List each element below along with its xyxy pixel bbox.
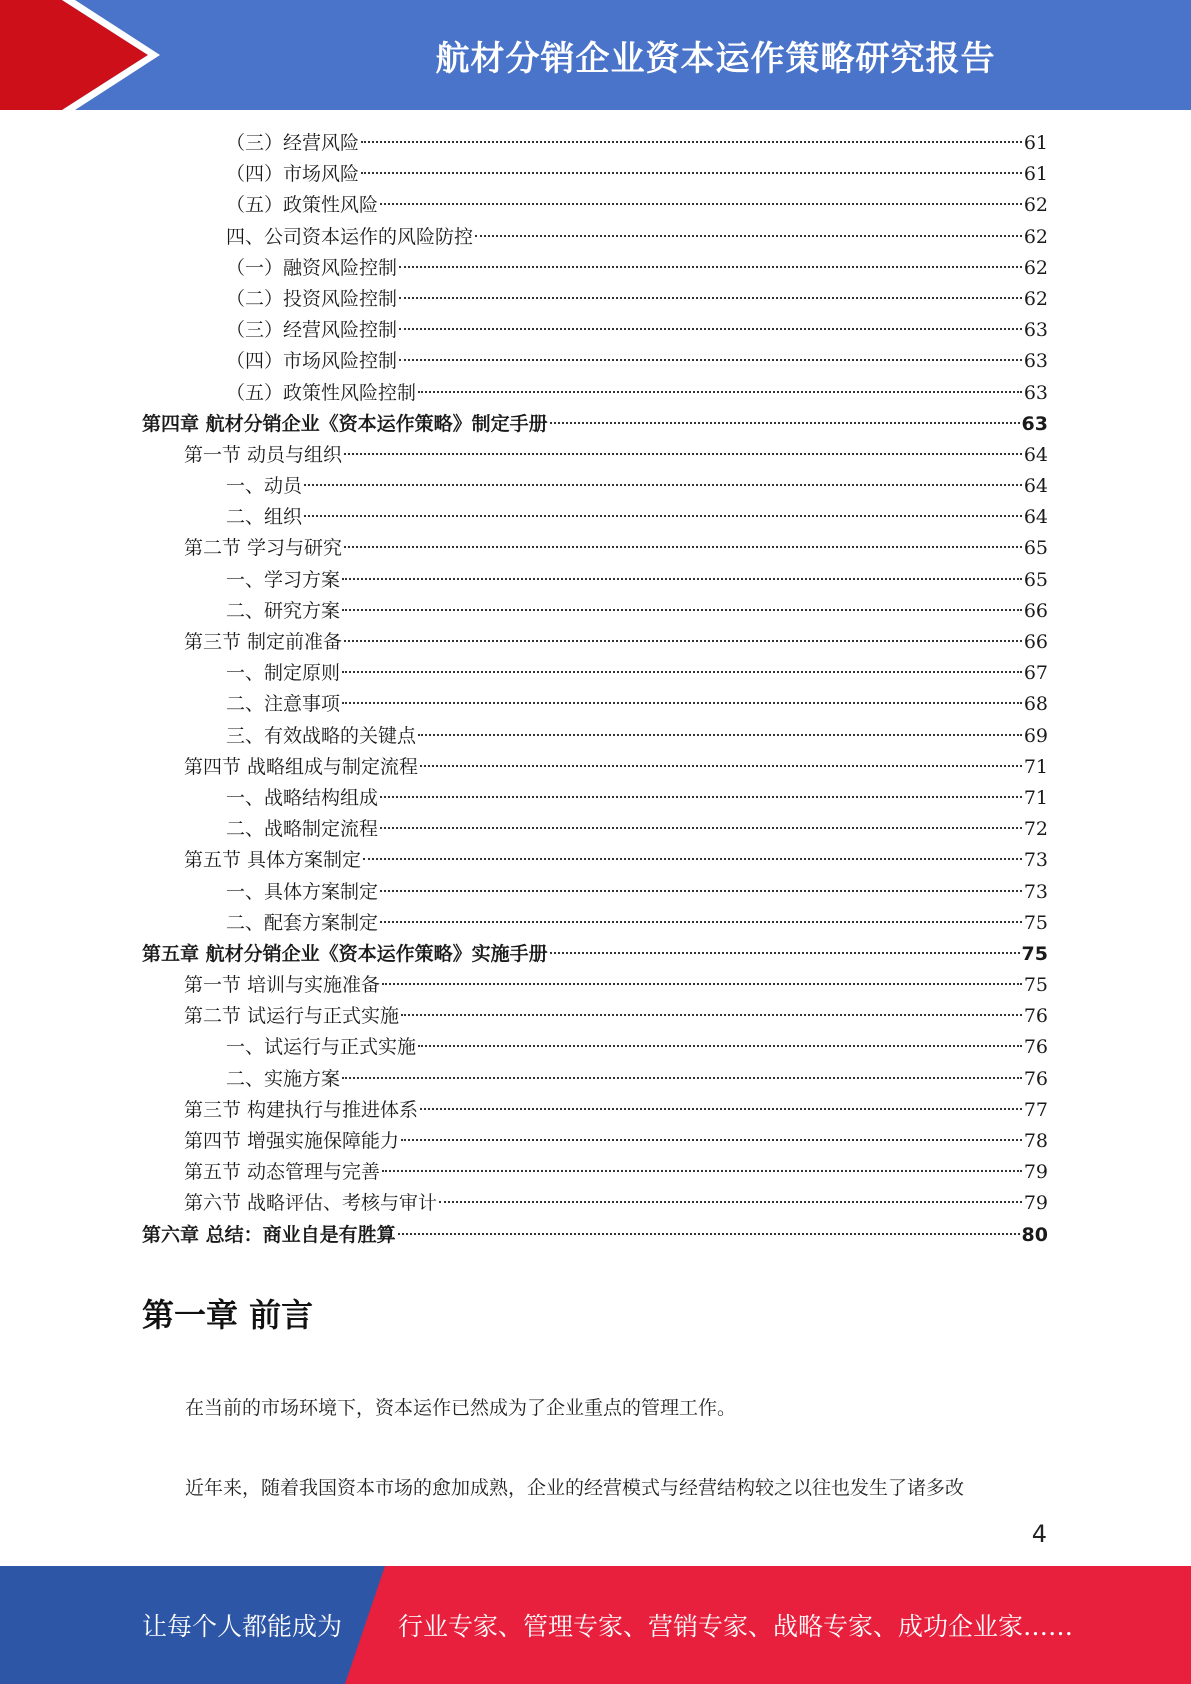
toc-leader-dots bbox=[361, 172, 1022, 174]
toc-entry-page: 64 bbox=[1023, 506, 1048, 529]
toc-entry-page: 69 bbox=[1023, 724, 1048, 747]
toc-entry[interactable] bbox=[142, 565, 1048, 596]
toc-entry-label: 第二节 学习与研究 bbox=[184, 537, 343, 560]
toc-leader-dots bbox=[342, 702, 1022, 704]
toc-leader-dots bbox=[399, 328, 1022, 330]
toc-entry-label: 二、实施方案 bbox=[226, 1067, 341, 1090]
toc-entry-page: 77 bbox=[1023, 1098, 1048, 1121]
toc-entry-page: 76 bbox=[1023, 1067, 1048, 1090]
table-of-contents bbox=[142, 128, 1048, 1251]
toc-entry-page: 62 bbox=[1023, 256, 1048, 279]
toc-leader-dots bbox=[439, 1201, 1022, 1203]
toc-leader-dots bbox=[342, 671, 1022, 673]
toc-entry-page: 78 bbox=[1023, 1130, 1048, 1152]
toc-entry-label: 一、动员 bbox=[226, 475, 303, 498]
toc-entry-label: 二、注意事项 bbox=[226, 693, 341, 716]
page-header bbox=[0, 0, 1191, 110]
toc-leader-dots bbox=[418, 391, 1022, 393]
toc-leader-dots bbox=[380, 796, 1022, 798]
toc-entry[interactable] bbox=[142, 502, 1048, 533]
toc-entry-label: 第六章 总结：商业自是有胜算 bbox=[142, 1223, 396, 1246]
chapter-heading: 第一章 前言 bbox=[142, 1296, 314, 1334]
toc-leader-dots bbox=[550, 952, 1020, 954]
toc-entry-label: 第四节 战略组成与制定流程 bbox=[184, 755, 419, 778]
toc-entry-page: 67 bbox=[1023, 662, 1048, 685]
toc-entry-label: 一、战略结构组成 bbox=[226, 786, 379, 809]
toc-leader-dots bbox=[399, 359, 1022, 361]
toc-leader-dots bbox=[344, 546, 1022, 548]
toc-entry-page: 61 bbox=[1023, 132, 1048, 154]
page-number: 4 bbox=[1031, 1520, 1047, 1548]
toc-entry[interactable] bbox=[142, 1220, 1048, 1251]
toc-entry-page: 75 bbox=[1023, 974, 1048, 997]
toc-entry[interactable] bbox=[142, 346, 1048, 377]
toc-entry-label: （四）市场风险控制 bbox=[226, 350, 398, 373]
toc-entry-label: 第一节 动员与组织 bbox=[184, 443, 343, 466]
toc-entry[interactable] bbox=[142, 783, 1048, 814]
toc-leader-dots bbox=[342, 1077, 1022, 1079]
toc-entry[interactable] bbox=[142, 128, 1048, 159]
toc-entry-page: 62 bbox=[1023, 194, 1048, 217]
toc-leader-dots bbox=[363, 858, 1022, 860]
toc-entry-page: 63 bbox=[1021, 412, 1048, 435]
toc-leader-dots bbox=[380, 921, 1022, 923]
toc-entry-page: 63 bbox=[1023, 319, 1048, 342]
toc-entry-page: 68 bbox=[1023, 693, 1048, 716]
toc-leader-dots bbox=[418, 734, 1022, 736]
toc-entry[interactable] bbox=[142, 378, 1048, 409]
toc-leader-dots bbox=[342, 609, 1022, 611]
toc-leader-dots bbox=[380, 827, 1022, 829]
toc-entry-label: 第五节 具体方案制定 bbox=[184, 849, 362, 872]
toc-entry-label: 第四章 航材分销企业《资本运作策略》制定手册 bbox=[142, 412, 548, 435]
toc-entry-label: 第三节 构建执行与推进体系 bbox=[184, 1098, 419, 1121]
toc-entry-label: 第三节 制定前准备 bbox=[184, 631, 343, 653]
toc-entry[interactable] bbox=[142, 596, 1048, 627]
toc-entry[interactable] bbox=[142, 939, 1048, 970]
toc-entry-label: （三）经营风险 bbox=[226, 132, 360, 154]
toc-leader-dots bbox=[401, 1139, 1022, 1141]
toc-entry-page: 76 bbox=[1023, 1036, 1048, 1059]
toc-leader-dots bbox=[418, 1045, 1022, 1047]
toc-entry-page: 80 bbox=[1021, 1223, 1048, 1246]
toc-entry-label: （五）政策性风险 bbox=[226, 194, 379, 217]
toc-leader-dots bbox=[475, 235, 1022, 237]
toc-entry[interactable] bbox=[142, 409, 1048, 440]
body-paragraph: 近年来，随着我国资本市场的愈加成熟，企业的经营模式与经营结构较之以往也发生了诸多改 bbox=[185, 1477, 965, 1499]
toc-leader-dots bbox=[382, 983, 1022, 985]
toc-leader-dots bbox=[550, 422, 1020, 424]
toc-entry-page: 79 bbox=[1023, 1192, 1048, 1215]
toc-entry-page: 62 bbox=[1023, 287, 1048, 310]
toc-entry[interactable] bbox=[142, 1064, 1048, 1095]
toc-entry-label: 一、学习方案 bbox=[226, 568, 341, 591]
toc-leader-dots bbox=[344, 640, 1022, 642]
footer-slogan-right: 行业专家、管理专家、营销专家、战略专家、成功企业家…… bbox=[398, 1612, 1074, 1641]
toc-entry[interactable] bbox=[142, 1126, 1048, 1157]
toc-entry[interactable] bbox=[142, 440, 1048, 471]
toc-entry[interactable] bbox=[142, 1095, 1048, 1126]
toc-entry[interactable] bbox=[142, 253, 1048, 284]
toc-leader-dots bbox=[380, 203, 1022, 205]
toc-entry[interactable] bbox=[142, 627, 1048, 658]
toc-entry-page: 79 bbox=[1023, 1161, 1048, 1184]
toc-entry-label: 一、具体方案制定 bbox=[226, 880, 379, 903]
toc-entry-label: 一、试运行与正式实施 bbox=[226, 1036, 417, 1059]
toc-entry[interactable] bbox=[142, 845, 1048, 876]
toc-entry-page: 63 bbox=[1023, 381, 1048, 404]
toc-entry[interactable] bbox=[142, 471, 1048, 502]
toc-entry-page: 65 bbox=[1023, 537, 1048, 560]
toc-leader-dots bbox=[420, 1108, 1022, 1110]
toc-entry-label: 四、公司资本运作的风险防控 bbox=[226, 225, 474, 248]
toc-entry-page: 61 bbox=[1023, 163, 1048, 186]
toc-entry[interactable] bbox=[142, 315, 1048, 346]
toc-leader-dots bbox=[380, 890, 1022, 892]
page-footer bbox=[0, 1566, 1191, 1684]
toc-leader-dots bbox=[304, 484, 1022, 486]
body-paragraph: 在当前的市场环境下，资本运作已然成为了企业重点的管理工作。 bbox=[185, 1397, 737, 1419]
toc-leader-dots bbox=[361, 141, 1022, 143]
toc-entry-label: 第五节 动态管理与完善 bbox=[184, 1161, 381, 1184]
toc-leader-dots bbox=[399, 266, 1022, 268]
toc-entry-page: 63 bbox=[1023, 350, 1048, 373]
toc-entry-page: 75 bbox=[1023, 911, 1048, 934]
toc-entry[interactable] bbox=[142, 908, 1048, 939]
toc-entry-label: 二、研究方案 bbox=[226, 599, 341, 622]
toc-entry[interactable] bbox=[142, 814, 1048, 845]
toc-leader-dots bbox=[398, 1233, 1020, 1235]
toc-entry-label: 第五章 航材分销企业《资本运作策略》实施手册 bbox=[142, 942, 548, 965]
toc-entry[interactable] bbox=[142, 190, 1048, 221]
toc-entry[interactable] bbox=[142, 533, 1048, 564]
toc-entry-label: （一）融资风险控制 bbox=[226, 256, 398, 279]
toc-entry-label: 第一节 培训与实施准备 bbox=[184, 974, 381, 997]
toc-entry-label: 第二节 试运行与正式实施 bbox=[184, 1005, 400, 1028]
toc-leader-dots bbox=[382, 1170, 1022, 1172]
toc-entry-label: 第四节 增强实施保障能力 bbox=[184, 1130, 400, 1152]
toc-leader-dots bbox=[420, 765, 1022, 767]
toc-entry-page: 66 bbox=[1023, 599, 1048, 622]
toc-entry[interactable] bbox=[142, 689, 1048, 720]
toc-entry-page: 76 bbox=[1023, 1005, 1048, 1028]
toc-entry-page: 72 bbox=[1023, 818, 1048, 841]
toc-entry-label: （二）投资风险控制 bbox=[226, 287, 398, 310]
toc-entry-label: 一、制定原则 bbox=[226, 662, 341, 685]
toc-entry-label: 二、战略制定流程 bbox=[226, 818, 379, 841]
toc-entry-page: 73 bbox=[1023, 849, 1048, 872]
toc-entry[interactable] bbox=[142, 1157, 1048, 1188]
toc-leader-dots bbox=[342, 578, 1022, 580]
toc-entry[interactable] bbox=[142, 1032, 1048, 1063]
toc-entry-page: 62 bbox=[1023, 225, 1048, 248]
toc-entry[interactable] bbox=[142, 222, 1048, 253]
toc-entry-page: 73 bbox=[1023, 880, 1048, 903]
toc-leader-dots bbox=[401, 1014, 1022, 1016]
toc-entry[interactable] bbox=[142, 877, 1048, 908]
footer-slogan-left: 让每个人都能成为 bbox=[142, 1612, 343, 1641]
toc-entry[interactable] bbox=[142, 284, 1048, 315]
toc-leader-dots bbox=[399, 297, 1022, 299]
toc-leader-dots bbox=[344, 453, 1022, 455]
toc-entry[interactable] bbox=[142, 970, 1048, 1001]
toc-leader-dots bbox=[304, 515, 1022, 517]
toc-entry-label: 三、有效战略的关键点 bbox=[226, 724, 417, 747]
toc-entry-page: 64 bbox=[1023, 443, 1048, 466]
toc-entry-label: 第六节 战略评估、考核与审计 bbox=[184, 1192, 438, 1215]
toc-entry[interactable] bbox=[142, 159, 1048, 190]
toc-entry-page: 65 bbox=[1023, 568, 1048, 591]
toc-entry-page: 66 bbox=[1023, 631, 1048, 653]
toc-entry-page: 75 bbox=[1021, 942, 1048, 965]
toc-entry-page: 64 bbox=[1023, 475, 1048, 498]
toc-entry[interactable] bbox=[142, 721, 1048, 752]
toc-entry[interactable] bbox=[142, 1188, 1048, 1219]
toc-entry[interactable] bbox=[142, 658, 1048, 689]
toc-entry-label: 二、组织 bbox=[226, 506, 303, 529]
toc-entry-label: 二、配套方案制定 bbox=[226, 911, 379, 934]
toc-entry-label: （三）经营风险控制 bbox=[226, 319, 398, 342]
toc-entry-page: 71 bbox=[1023, 755, 1048, 778]
report-title: 航材分销企业资本运作策略研究报告 bbox=[435, 38, 996, 79]
toc-entry[interactable] bbox=[142, 752, 1048, 783]
toc-entry-page: 71 bbox=[1023, 786, 1048, 809]
toc-entry[interactable] bbox=[142, 1001, 1048, 1032]
toc-entry-label: （五）政策性风险控制 bbox=[226, 381, 417, 404]
toc-entry-label: （四）市场风险 bbox=[226, 163, 360, 186]
